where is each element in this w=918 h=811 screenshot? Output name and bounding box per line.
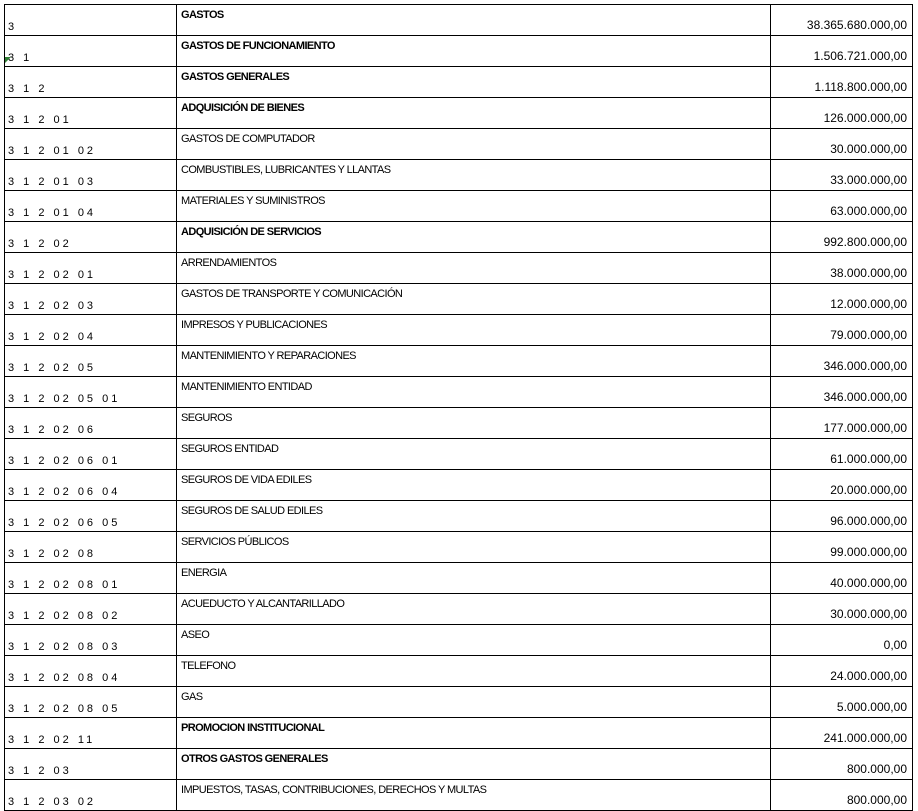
table-row[interactable] [5, 563, 913, 594]
table-row[interactable] [5, 687, 913, 718]
description-cell[interactable]: TELEFONO [177, 656, 771, 687]
description-cell[interactable]: PROMOCION INSTITUCIONAL [177, 718, 771, 749]
code-cell[interactable]: 3 1 2 02 03 [5, 284, 177, 315]
description-cell[interactable]: MANTENIMIENTO ENTIDAD [177, 377, 771, 408]
table-row[interactable] [5, 284, 913, 315]
amount-cell[interactable]: 5.000.000,00 [771, 687, 913, 718]
table-row[interactable] [5, 470, 913, 501]
amount-cell[interactable]: 800.000,00 [771, 749, 913, 780]
code-cell[interactable]: 3 1 2 02 05 01 [5, 377, 177, 408]
table-row[interactable] [5, 718, 913, 749]
table-row[interactable] [5, 98, 913, 129]
description-cell[interactable]: ARRENDAMIENTOS [177, 253, 771, 284]
description-cell[interactable]: SEGUROS DE VIDA EDILES [177, 470, 771, 501]
table-row[interactable] [5, 191, 913, 222]
table-row[interactable] [5, 253, 913, 284]
table-row[interactable] [5, 594, 913, 625]
amount-cell[interactable]: 40.000.000,00 [771, 563, 913, 594]
description-cell[interactable]: ENERGIA [177, 563, 771, 594]
code-cell[interactable]: 3 1 2 02 08 02 [5, 594, 177, 625]
table-row[interactable] [5, 222, 913, 253]
amount-cell[interactable]: 30.000.000,00 [771, 594, 913, 625]
description-cell[interactable]: SEGUROS ENTIDAD [177, 439, 771, 470]
code-cell[interactable]: 3 1 2 02 01 [5, 253, 177, 284]
description-cell[interactable]: GASTOS GENERALES [177, 67, 771, 98]
amount-cell[interactable]: 177.000.000,00 [771, 408, 913, 439]
code-cell[interactable]: 3 1 2 03 02 [5, 780, 177, 811]
amount-cell[interactable]: 992.800.000,00 [771, 222, 913, 253]
code-cell[interactable]: 3 1 2 02 08 04 [5, 656, 177, 687]
amount-cell[interactable]: 79.000.000,00 [771, 315, 913, 346]
code-cell[interactable]: 3 1 2 [5, 67, 177, 98]
amount-cell[interactable]: 99.000.000,00 [771, 532, 913, 563]
code-cell[interactable]: 3 1 2 02 05 [5, 346, 177, 377]
table-row[interactable] [5, 346, 913, 377]
amount-cell[interactable]: 346.000.000,00 [771, 346, 913, 377]
table-row[interactable] [5, 501, 913, 532]
table-row[interactable] [5, 36, 913, 67]
description-cell[interactable]: MANTENIMIENTO Y REPARACIONES [177, 346, 771, 377]
code-cell[interactable]: 3 1 2 02 06 04 [5, 470, 177, 501]
code-cell[interactable]: 3 1 2 02 11 [5, 718, 177, 749]
code-cell[interactable]: 3 1 2 02 08 [5, 532, 177, 563]
code-cell[interactable]: 3 1 2 02 06 [5, 408, 177, 439]
description-cell[interactable]: GASTOS DE FUNCIONAMIENTO [177, 36, 771, 67]
table-row[interactable] [5, 67, 913, 98]
description-cell[interactable]: ADQUISICIÓN DE SERVICIOS [177, 222, 771, 253]
description-cell[interactable]: OTROS GASTOS GENERALES [177, 749, 771, 780]
amount-cell[interactable]: 0,00 [771, 625, 913, 656]
amount-cell[interactable]: 30.000.000,00 [771, 129, 913, 160]
code-cell[interactable]: 3 [5, 5, 177, 36]
table-row[interactable] [5, 749, 913, 780]
amount-cell[interactable]: 33.000.000,00 [771, 160, 913, 191]
amount-cell[interactable]: 38.000.000,00 [771, 253, 913, 284]
description-cell[interactable]: ASEO [177, 625, 771, 656]
table-row[interactable] [5, 160, 913, 191]
description-cell[interactable]: GASTOS DE COMPUTADOR [177, 129, 771, 160]
code-cell[interactable]: 3 1 2 01 04 [5, 191, 177, 222]
code-cell[interactable]: 3 1 2 02 08 03 [5, 625, 177, 656]
code-cell[interactable]: 3 1 2 01 02 [5, 129, 177, 160]
amount-cell[interactable]: 1.118.800.000,00 [771, 67, 913, 98]
description-cell[interactable]: SEGUROS [177, 408, 771, 439]
amount-cell[interactable]: 61.000.000,00 [771, 439, 913, 470]
table-row[interactable] [5, 315, 913, 346]
description-cell[interactable]: MATERIALES Y SUMINISTROS [177, 191, 771, 222]
code-cell[interactable]: 3 1 2 02 [5, 222, 177, 253]
description-cell[interactable]: IMPUESTOS, TASAS, CONTRIBUCIONES, DERECHOS Y MULTAS [177, 780, 771, 811]
amount-cell[interactable]: 126.000.000,00 [771, 98, 913, 129]
code-cell[interactable]: 3 1 2 02 06 05 [5, 501, 177, 532]
amount-cell[interactable]: 800.000,00 [771, 780, 913, 811]
description-cell[interactable]: GASTOS DE TRANSPORTE Y COMUNICACIÓN [177, 284, 771, 315]
table-row[interactable] [5, 625, 913, 656]
description-cell[interactable]: ACUEDUCTO Y ALCANTARILLADO [177, 594, 771, 625]
description-cell[interactable]: SERVICIOS PÚBLICOS [177, 532, 771, 563]
code-cell[interactable]: 3 1 2 02 06 01 [5, 439, 177, 470]
table-row[interactable] [5, 780, 913, 811]
amount-cell[interactable]: 12.000.000,00 [771, 284, 913, 315]
code-cell[interactable]: 3 1 2 03 [5, 749, 177, 780]
description-cell[interactable]: ADQUISICIÓN DE BIENES [177, 98, 771, 129]
table-row[interactable] [5, 439, 913, 470]
budget-rows [5, 5, 913, 811]
code-cell[interactable]: 3 1 2 02 04 [5, 315, 177, 346]
code-cell[interactable]: 3 1 2 02 08 05 [5, 687, 177, 718]
table-row[interactable] [5, 656, 913, 687]
amount-cell[interactable]: 24.000.000,00 [771, 656, 913, 687]
amount-cell[interactable]: 241.000.000,00 [771, 718, 913, 749]
table-row[interactable] [5, 532, 913, 563]
table-row[interactable] [5, 377, 913, 408]
amount-cell[interactable]: 20.000.000,00 [771, 470, 913, 501]
amount-cell[interactable]: 63.000.000,00 [771, 191, 913, 222]
description-cell[interactable]: SEGUROS DE SALUD EDILES [177, 501, 771, 532]
description-cell[interactable]: GAS [177, 687, 771, 718]
table-row[interactable] [5, 408, 913, 439]
amount-cell[interactable]: 1.506.721.000,00 [771, 36, 913, 67]
description-cell[interactable]: COMBUSTIBLES, LUBRICANTES Y LLANTAS [177, 160, 771, 191]
description-cell[interactable]: GASTOS [177, 5, 771, 36]
code-cell[interactable]: 3 1 [5, 36, 177, 67]
amount-cell[interactable]: 96.000.000,00 [771, 501, 913, 532]
code-cell[interactable]: 3 1 2 01 03 [5, 160, 177, 191]
amount-cell[interactable]: 38.365.680.000,00 [771, 5, 913, 36]
cell-marker-triangle [5, 57, 11, 63]
budget-table [4, 4, 913, 811]
amount-cell[interactable]: 346.000.000,00 [771, 377, 913, 408]
code-cell[interactable]: 3 1 2 01 [5, 98, 177, 129]
code-cell[interactable]: 3 1 2 02 08 01 [5, 563, 177, 594]
table-row[interactable] [5, 5, 913, 36]
table-row[interactable] [5, 129, 913, 160]
description-cell[interactable]: IMPRESOS Y PUBLICACIONES [177, 315, 771, 346]
